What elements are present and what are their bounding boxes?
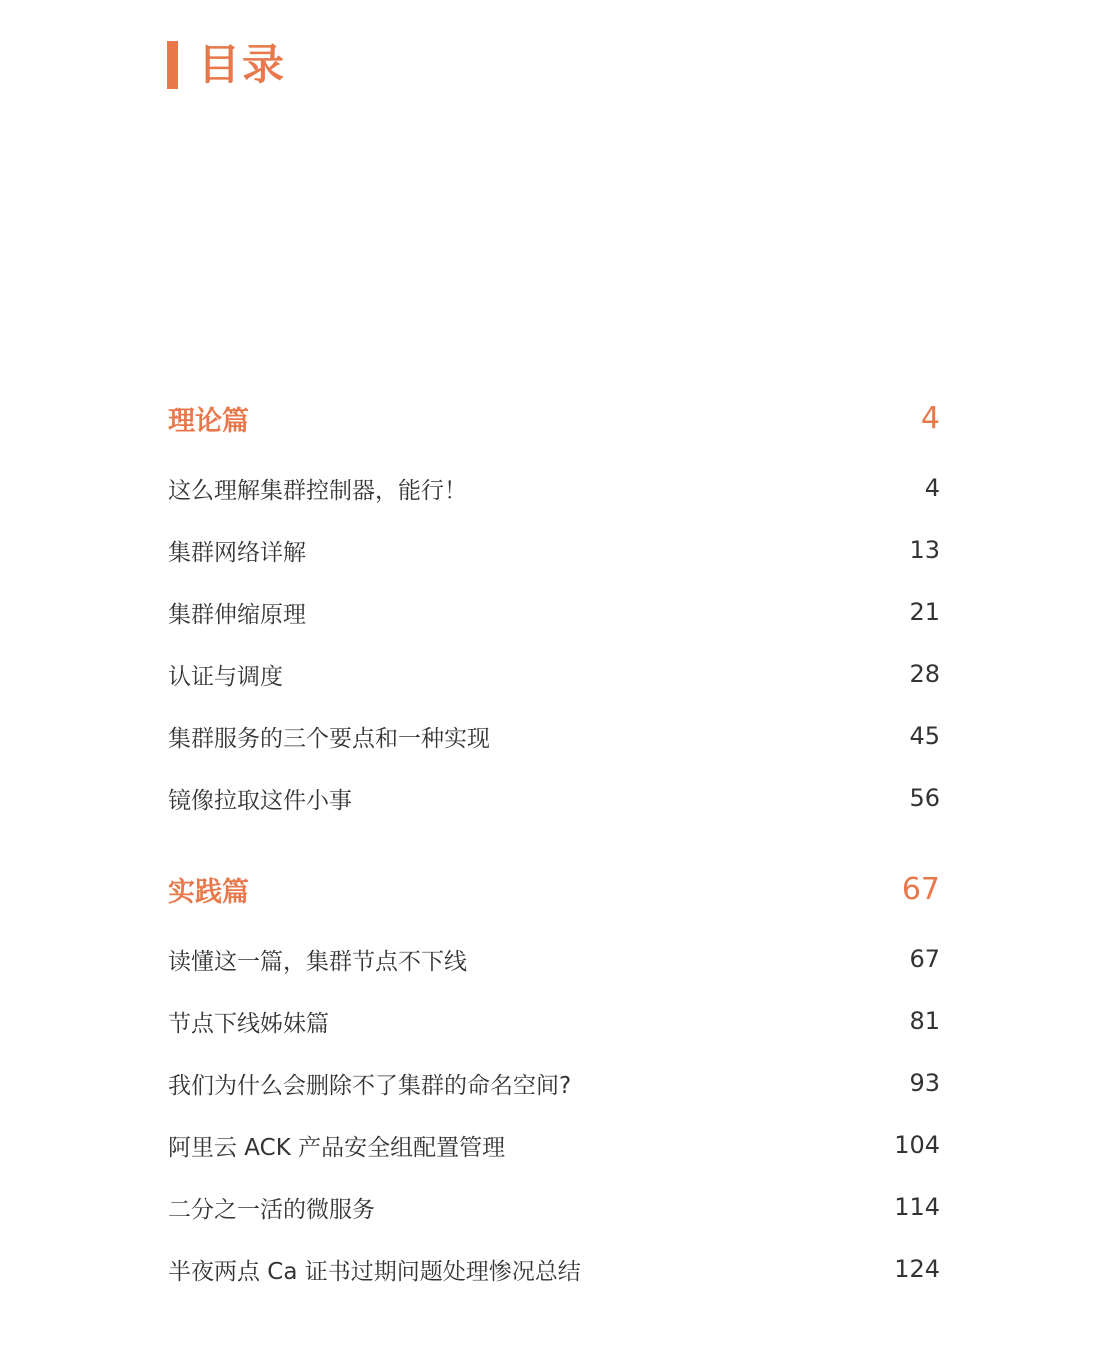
toc-entry[interactable] — [168, 990, 940, 1052]
entry-title: 二分之一活的微服务 — [168, 1196, 375, 1223]
entry-title: 半夜两点 Ca 证书过期问题处理惨况总结 — [168, 1258, 581, 1285]
entry-title: 集群服务的三个要点和一种实现 — [168, 725, 490, 752]
section-heading[interactable] — [168, 864, 940, 914]
section-page-number: 4 — [920, 400, 940, 436]
entry-title: 读懂这一篇，集群节点不下线 — [168, 948, 467, 975]
toc-entry-list — [168, 457, 940, 829]
toc-entry[interactable] — [168, 1238, 940, 1300]
entry-title: 镜像拉取这件小事 — [168, 787, 352, 814]
entry-page-number: 124 — [894, 1255, 940, 1283]
section-heading[interactable] — [168, 393, 940, 443]
entry-page-number: 56 — [909, 784, 940, 812]
title-accent-bar — [167, 41, 178, 89]
toc-section-theory — [168, 393, 940, 829]
toc-entry[interactable] — [168, 581, 940, 643]
toc-entry[interactable] — [168, 1114, 940, 1176]
toc-entry[interactable] — [168, 643, 940, 705]
section-title: 理论篇 — [168, 405, 249, 437]
entry-title: 阿里云 ACK 产品安全组配置管理 — [168, 1134, 506, 1161]
entry-page-number: 67 — [909, 945, 940, 973]
entry-page-number: 45 — [909, 722, 940, 750]
entry-page-number: 4 — [924, 474, 940, 502]
entry-page-number: 93 — [909, 1069, 940, 1097]
toc-entry[interactable] — [168, 705, 940, 767]
entry-title: 这么理解集群控制器，能行！ — [168, 477, 467, 504]
toc-entry[interactable] — [168, 519, 940, 581]
toc-entry[interactable] — [168, 457, 940, 519]
toc-header — [167, 40, 286, 90]
entry-title: 认证与调度 — [168, 663, 283, 690]
entry-title: 集群伸缩原理 — [168, 601, 306, 628]
toc-entry[interactable] — [168, 1176, 940, 1238]
section-title: 实践篇 — [168, 876, 249, 908]
entry-title: 集群网络详解 — [168, 539, 306, 566]
entry-page-number: 13 — [909, 536, 940, 564]
page-title: 目录 — [198, 40, 287, 89]
entry-page-number: 28 — [909, 660, 940, 688]
toc-section-practice — [168, 864, 940, 1300]
entry-title: 我们为什么会删除不了集群的命名空间? — [168, 1072, 572, 1099]
entry-page-number: 81 — [909, 1007, 940, 1035]
entry-title: 节点下线姊妹篇 — [168, 1010, 329, 1037]
toc-entry[interactable] — [168, 767, 940, 829]
entry-page-number: 114 — [894, 1193, 940, 1221]
toc-entry[interactable] — [168, 928, 940, 990]
entry-page-number: 104 — [894, 1131, 940, 1159]
toc-entry[interactable] — [168, 1052, 940, 1114]
toc-entry-list — [168, 928, 940, 1300]
section-page-number: 67 — [901, 871, 940, 907]
entry-page-number: 21 — [909, 598, 940, 626]
